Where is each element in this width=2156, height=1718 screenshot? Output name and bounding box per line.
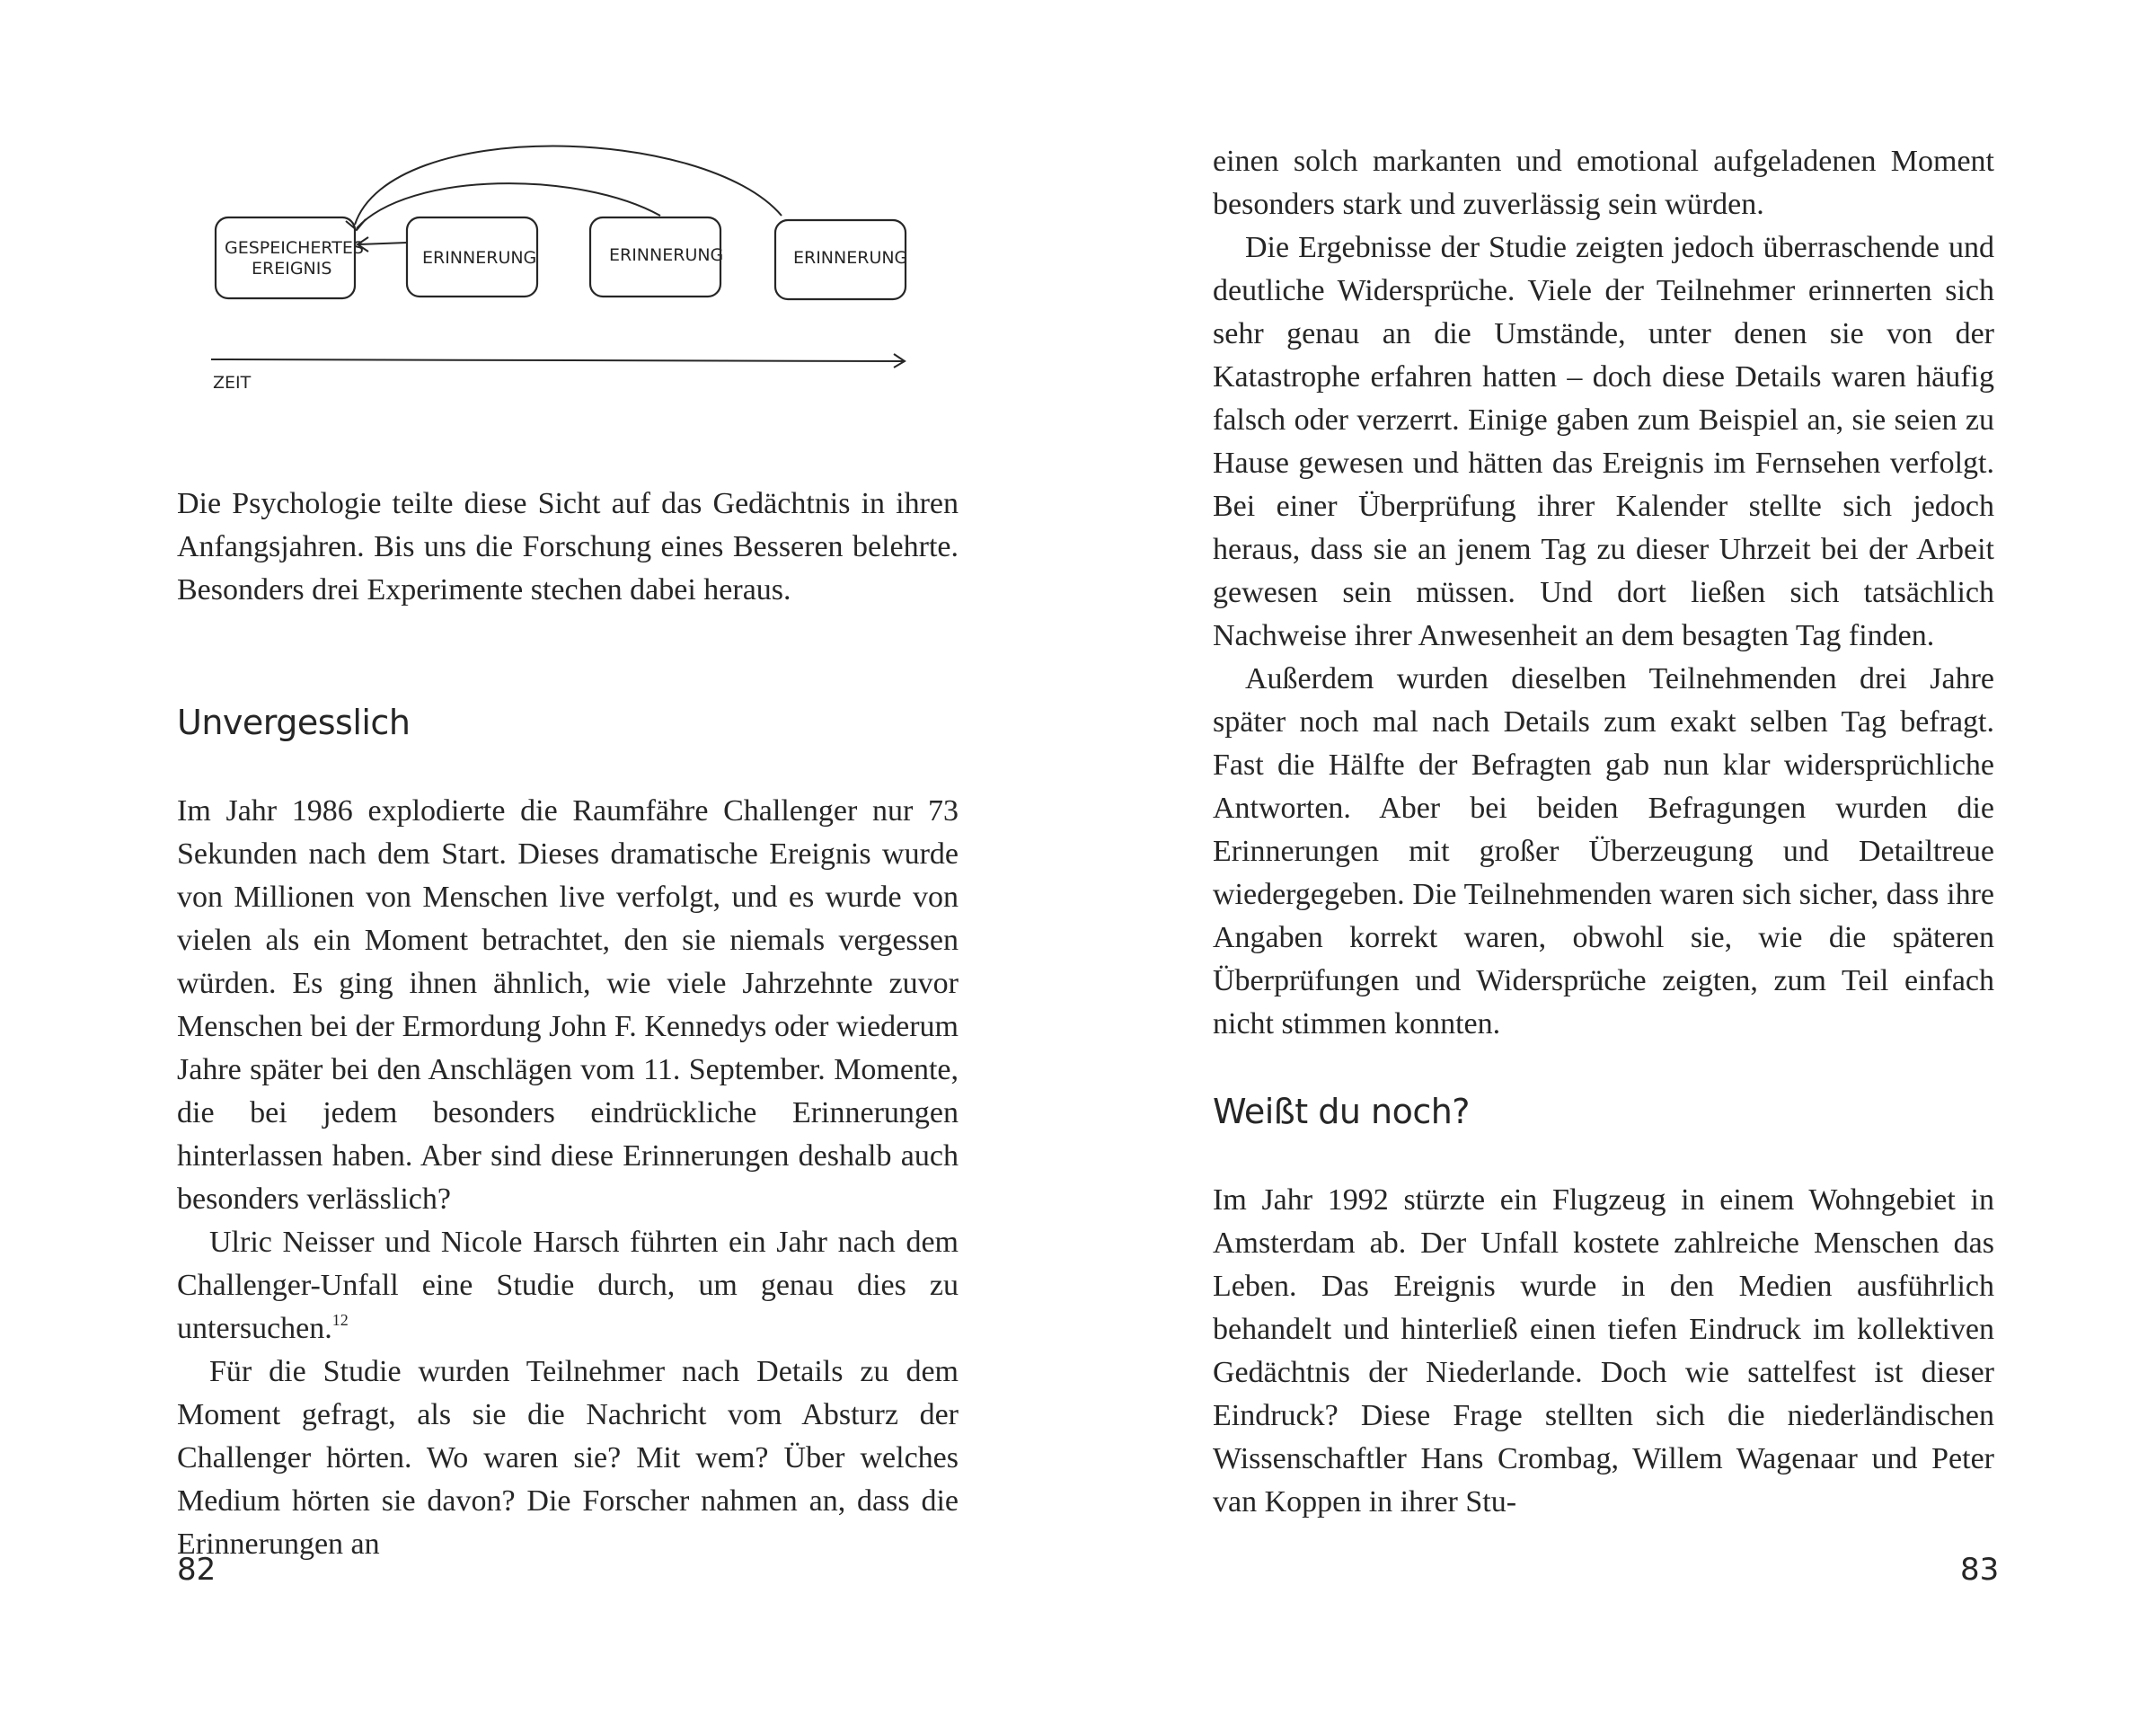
paragraph: einen solch markanten und emotional aufgeladenen Moment besonders stark und zuverlässig sein würden. [1213, 145, 1994, 221]
intro-text [177, 483, 959, 612]
paragraph: Im Jahr 1986 explodierte die Raumfähre Challenger nur 73 Sekunden nach dem Start. Dieses dramatische Ereignis wurde von Millionen von Menschen live verfolgt, und es wurde von vielen als ein Moment betrachtet, den sie niemals vergessen würden. Es ging ihnen ähnlich, wie viele Jahrzehnte zuvor Menschen bei der Ermordung John F. Kennedys oder wiederum Jahre später bei den Anschlägen vom 11. September. Momente, die bei jedem besonders eindrückliche Erinnerungen hinterlassen haben. Aber sind diese Erinnerungen deshalb auch besonders verlässlich? [177, 794, 959, 1216]
short-arc-arrow [357, 183, 660, 228]
section-heading-unvergesslich: Unvergesslich [177, 703, 411, 742]
footnote-ref: 12 [331, 1311, 349, 1329]
straight-arrow [359, 243, 407, 244]
page-number-right: 83 [1960, 1552, 2000, 1588]
stored-event-box [216, 217, 355, 298]
right-body-text [1213, 140, 1994, 1046]
paragraph: Die Ergebnisse der Studie zeigten jedoch überraschende und deutliche Widersprüche. Viele der Teilnehmer erinnerten sich sehr genau an die Umstände, unter denen sie von der Katastrophe erfahren hatten – doch diese Details waren häufig falsch oder verzerrt. Einige gaben zum Beispiel an, sie seien zu Hause gewesen und hätten das Ereignis im Fernsehen verfolgt. Bei einer Überprüfung ihrer Kalender stellte sich jedoch heraus, dass sie an jenem Tag zu dieser Uhrzeit bei der Arbeit gewesen sein müssen. Und dort ließen sich tatsächlich Nachweise ihrer Anwesenheit an dem besagten Tag finden. [1213, 231, 1994, 652]
paragraph: Außerdem wurden dieselben Teilnehmenden drei Jahre später noch mal nach Details zum exakt selben Tag befragt. Fast die Hälfte der Befragten gab nun klar widersprüchliche Antworten. Aber bei beiden Befragungen wurden die Erinnerungen mit großer Überzeugung und Detailtreue wiedergegeben. Die Teilnehmenden waren sich sicher, dass ihre Angaben korrekt waren, obwohl sie, wie die späteren Überprüfungen und Widersprüche zeigten, zum Teil einfach nicht stimmen konnten. [1213, 662, 1994, 1041]
paragraph: Für die Studie wurden Teilnehmer nach Details zu dem Moment gefragt, als sie die Nachricht vom Absturz der Challenger hörten. Wo waren sie? Mit wem? Über welches Medium hörten sie davon? Die Forscher nahmen an, dass die Erinnerungen an [177, 1355, 959, 1561]
memory-label-1: ERINNERUNG [422, 248, 537, 268]
paragraph-text: Ulric Neisser und Nicole Harsch führten ein Jahr nach dem Challenger-Unfall eine Studie durch, um genau dies zu untersuchen. [177, 1226, 959, 1345]
right-page [1078, 0, 2156, 1718]
memory-label-2: ERINNERUNG [609, 245, 724, 265]
time-axis [211, 359, 903, 361]
paragraph: Im Jahr 1992 stürzte ein Flugzeug in einem Wohngebiet in Amsterdam ab. Der Unfall kostete zahlreiche Menschen das Leben. Das Ereignis wurde in den Medien ausführlich behandelt und hinterließ einen tiefen Eindruck im kollektiven Gedächtnis der Niederlande. Doch wie sattelfest ist dieser Eindruck? Diese Frage stellten sich die niederländischen Wissenschaftler Hans Crombag, Willem Wagenaar und Peter van Koppen in ihrer Stu- [1213, 1183, 1994, 1519]
section-heading-weisst-du-noch: Weißt du noch? [1213, 1092, 1470, 1131]
long-arc-arrow [355, 146, 782, 226]
memory-diagram [202, 135, 921, 404]
memory-label-3: ERINNERUNG [793, 248, 908, 268]
stored-event-label-1: GESPEICHERTES [225, 238, 364, 258]
page-number-left: 82 [177, 1552, 216, 1588]
stored-event-label-2: EREIGNIS [252, 259, 332, 279]
left-body-text [177, 790, 959, 1566]
right-body-text-2 [1213, 1179, 1994, 1524]
paragraph-with-footnote [177, 1221, 959, 1350]
intro-paragraph: Die Psychologie teilte diese Sicht auf das Gedächtnis in ihren Anfangsjahren. Bis uns die Forschung eines Besseren belehrte. Besonders drei Experimente stechen dabei heraus. [177, 487, 959, 607]
time-axis-label: ZEIT [213, 373, 252, 393]
